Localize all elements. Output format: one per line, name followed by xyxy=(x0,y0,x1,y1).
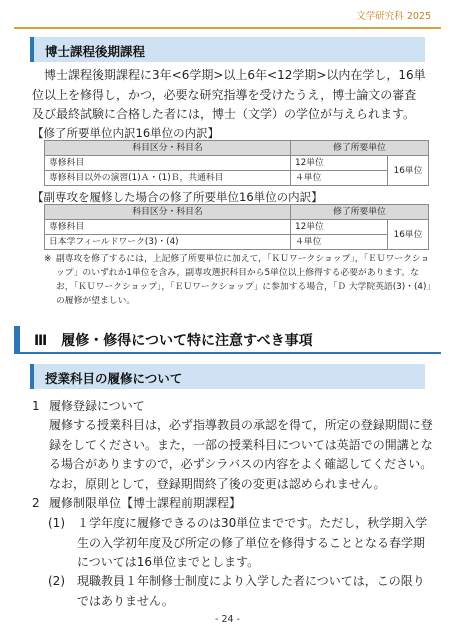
section-heading-label: 授業科目の履修について xyxy=(45,371,183,386)
item-body: 履修する授業科目は，必ず指導教員の承認を得て，所定の登録期間に登録をしてください。また，一部の授業科目については英語での開講となる場合がありますので，必ずシラバスの内容をよく確認してください。なお，原則として，登録期間終了後の変更は認められません。 xyxy=(49,418,433,491)
table-row xyxy=(45,220,429,235)
header-rule xyxy=(14,27,441,29)
item-number: 2 xyxy=(32,496,40,510)
intro-paragraph: 博士課程後期課程に3年<6学期>以上6年<12学期>以内在学し，16単位以上を修得し，かつ，必要な研究指導を受けたうえ，博士論文の審査及び最終試験に合格した者には，博士（文学）の学位が与えられます。 xyxy=(32,68,426,121)
section-heading-course-registration xyxy=(30,364,425,389)
table-cell: 専修科目 xyxy=(45,156,291,171)
credit-table-1 xyxy=(44,140,429,186)
subitem-body: １学年度に履修できるのは30単位までです。ただし，秋学期入学生の入学初年度及び所定の修了単位を修得することとなる春学期については16単位までとします。 xyxy=(77,516,428,569)
table-cell: 日本学フィールドワーク(3)・(4) xyxy=(45,235,291,250)
total-credits-cell: 16単位 xyxy=(388,220,429,250)
section-heading-doctoral xyxy=(30,37,425,62)
table-cell: 12単位 xyxy=(291,156,388,171)
table-cell: 専修科目以外の演習(1)Ａ・(1)Ｂ，共通科目 xyxy=(45,171,291,186)
note-block xyxy=(44,252,436,308)
credit-table-2 xyxy=(44,204,429,250)
subitem-body: 現職教員１年制修士制度により入学した者については，この限りではありません。 xyxy=(77,574,425,608)
total-credits-cell: 16単位 xyxy=(388,156,429,186)
header-title: 文学研究科 2025 xyxy=(356,11,431,22)
table-row xyxy=(45,235,429,250)
column-header: 修了所要単位 xyxy=(291,141,429,156)
column-header: 修了所要単位 xyxy=(291,205,429,220)
table1-caption: 【修了所要単位内訳16単位の内訳】 xyxy=(32,126,220,140)
table-header-row xyxy=(45,205,429,220)
table-row xyxy=(45,171,429,186)
item-number: 1 xyxy=(32,399,40,413)
chapter-title: 履修・修得について特に注意すべき事項 xyxy=(61,333,313,349)
item-title: 履修登録について xyxy=(49,399,145,413)
column-header: 科目区分・科目名 xyxy=(45,205,291,220)
note-text: 副専攻を修了するには，上記修了所要単位に加えて，「ＫＵワークショップ」，「ＥＵワークショップ」のいずれか1単位を含み，副専攻選択科目から5単位以上修得する必要があります。なお，「ＫＵワークショップ」，「ＥＵワークショップ」に参加する場合，「Ｄ 大学院英語(3)・(4)」の履修が望ましい。 xyxy=(56,254,436,306)
chapter-heading-text xyxy=(34,330,313,350)
item-title: 履修制限単位【博士課程前期課程】 xyxy=(49,496,242,510)
note-mark: ※ xyxy=(44,254,52,264)
subitem-number: (1) xyxy=(48,516,65,530)
table-cell: 専修科目 xyxy=(45,220,291,235)
table-row xyxy=(45,156,429,171)
section-heading-label: 博士課程後期課程 xyxy=(45,44,146,59)
table2-caption: 【副専攻を履修した場合の修了所要単位16単位の内訳】 xyxy=(32,190,323,204)
chapter-number: Ⅲ xyxy=(34,333,48,349)
page-number: - 24 - xyxy=(215,614,240,625)
chapter-heading xyxy=(14,326,441,354)
table-cell: ４単位 xyxy=(291,235,388,250)
table-cell: ４単位 xyxy=(291,171,388,186)
table-header-row xyxy=(45,141,429,156)
subitem-number: (2) xyxy=(48,574,65,588)
column-header: 科目区分・科目名 xyxy=(45,141,291,156)
table-cell: 12単位 xyxy=(291,220,388,235)
